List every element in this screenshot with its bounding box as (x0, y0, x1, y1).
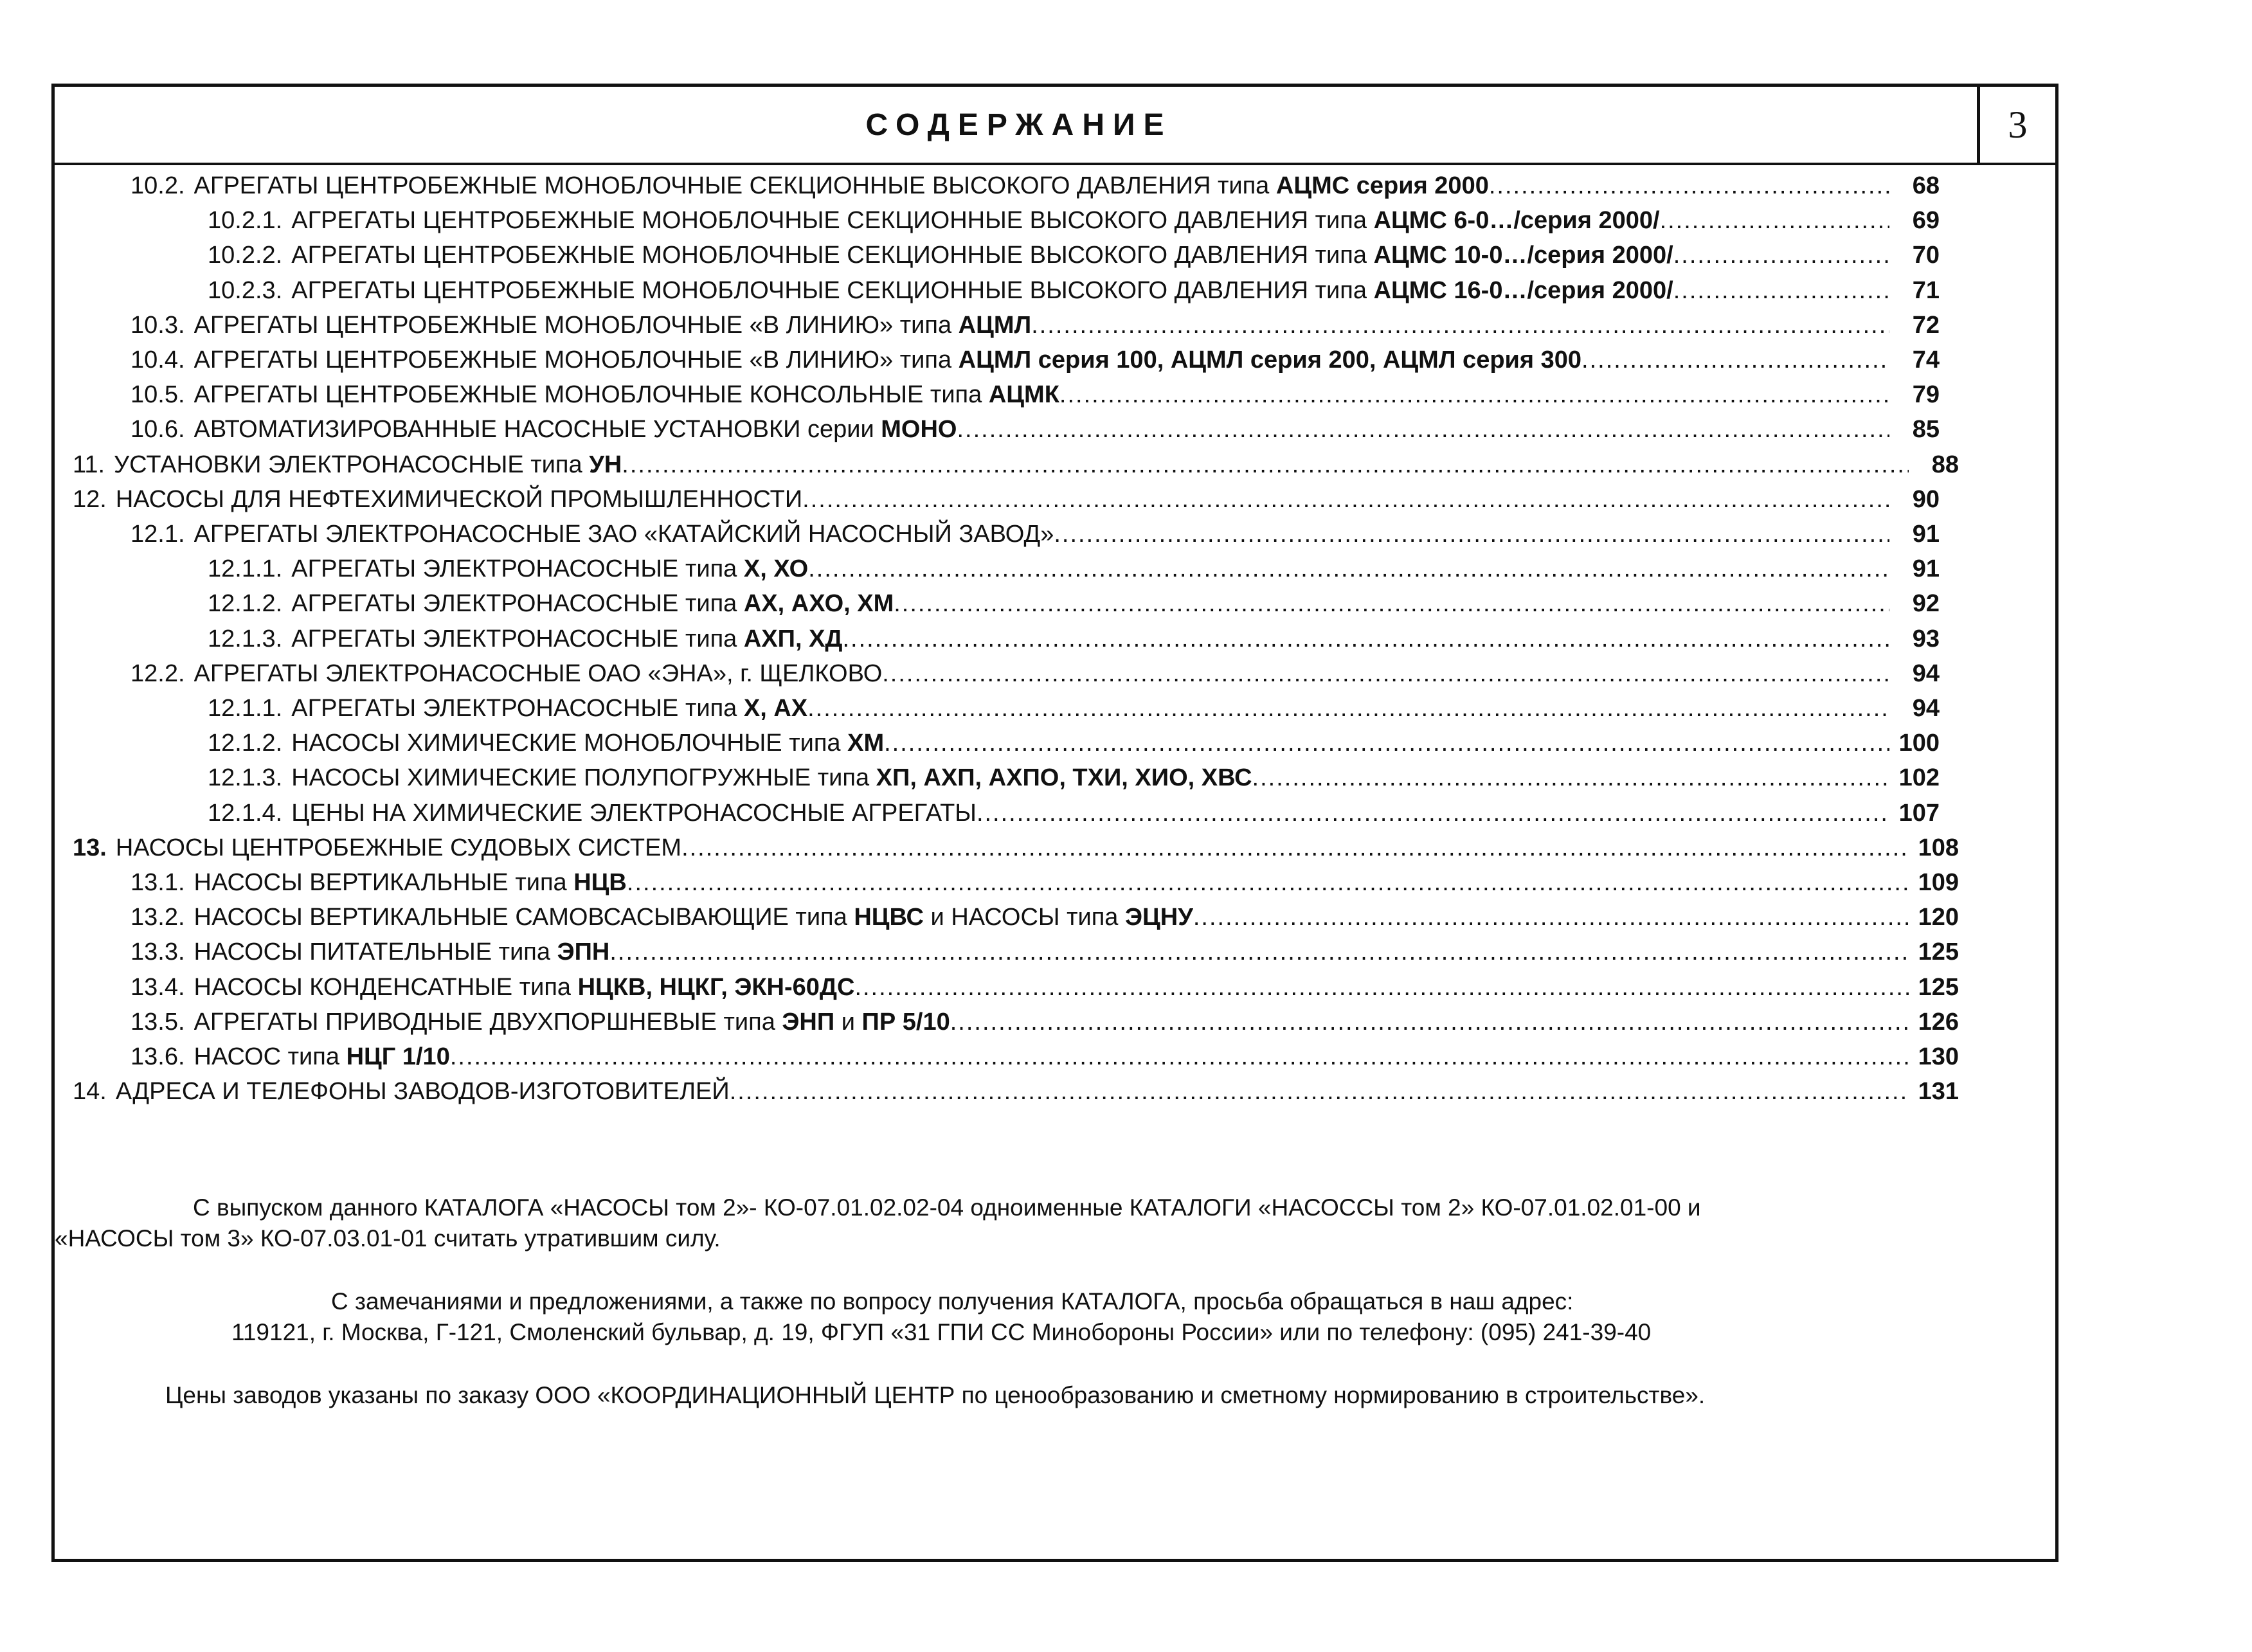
toc-entry-page: 120 (1918, 904, 1959, 931)
toc-leader-dots (1673, 238, 1889, 272)
toc-leader-dots (950, 1005, 1909, 1039)
toc-entry-type: АЦМС 6-0…/серия 2000/ (1373, 207, 1660, 235)
header-divider (55, 163, 2055, 165)
toc-leader-dots (854, 971, 1909, 1004)
toc-entry-page: 107 (1898, 799, 1940, 827)
toc-leader-dots (1059, 378, 1889, 411)
toc-entry-text: ЦЕНЫ НА ХИМИЧЕСКИЕ ЭЛЕКТРОНАСОСНЫЕ АГРЕГАТЫ (291, 799, 977, 827)
toc-entry-title (194, 517, 1054, 551)
toc-entry-text: АГРЕГАТЫ ЭЛЕКТРОНАСОСНЫЕ ЗАО «КАТАЙСКИЙ НАСОСНЫЙ ЗАВОД» (194, 521, 1054, 548)
toc-entry-number: 12.1.1. (208, 695, 283, 722)
toc-entry (131, 413, 1940, 446)
toc-entry-type: НЦВ (573, 869, 627, 896)
toc-entry-title (194, 657, 883, 690)
toc-entry-type: АЦМС 10-0…/серия 2000/ (1373, 242, 1673, 269)
toc-entry-number: 12. (73, 485, 107, 513)
toc-entry-page: 68 (1912, 172, 1940, 199)
toc-entry-page: 74 (1912, 346, 1940, 373)
toc-entry-page: 100 (1898, 730, 1940, 757)
toc-entry-type: Х, ХО (743, 555, 809, 583)
toc-entry-page: 131 (1918, 1078, 1959, 1106)
toc-entry-number: 12.1.1. (208, 555, 283, 583)
toc-entry-title (291, 796, 977, 830)
toc-leader-dots (730, 1075, 1909, 1108)
toc-entry-type: АЦМК (988, 381, 1059, 409)
toc-entry (208, 692, 1940, 725)
toc-entry-text: НАСОСЫ КОНДЕНСАТНЫЕ типа (194, 973, 578, 1001)
toc-entry-title (116, 483, 802, 516)
toc-entry-number: 10.2.3. (208, 276, 283, 304)
toc-entry-page: 88 (1931, 451, 1959, 478)
toc-entry-page: 92 (1912, 590, 1940, 618)
toc-entry (131, 901, 1959, 934)
toc-leader-dots (622, 448, 1909, 481)
toc-entry-text: и НАСОСЫ типа (923, 904, 1125, 931)
toc-entry (208, 622, 1940, 656)
toc-entry-text: НАСОСЫ ХИМИЧЕСКИЕ ПОЛУПОГРУЖНЫЕ типа (291, 764, 876, 792)
toc-leader-dots (843, 622, 1890, 656)
page-frame (51, 84, 2058, 1562)
toc-entry-page: 91 (1912, 555, 1940, 583)
toc-entry-page: 94 (1912, 660, 1940, 687)
toc-entry-type: ХМ (847, 730, 885, 757)
contact-note-line2: 119121, г. Москва, Г-121, Смоленский бульвар, д. 19, ФГУП «31 ГПИ СС Минобороны России» или по телефону: (095) 241-39-40 (231, 1319, 1652, 1345)
toc-entry-number: 13.3. (131, 938, 185, 966)
toc-entry-title (114, 448, 622, 481)
toc-leader-dots (807, 692, 1889, 725)
toc-entry (131, 309, 1940, 342)
toc-entry-title (194, 935, 610, 969)
toc-entry-title (291, 761, 1252, 795)
toc-entry-type: ЭНП (782, 1008, 835, 1036)
toc-entry (73, 483, 1940, 516)
prices-note: Цены заводов указаны по заказу ООО «КООРДИНАЦИОННЫЙ ЦЕНТР по ценообразованию и сметному нормированию в строительстве». (165, 1382, 1706, 1408)
toc-leader-dots (957, 413, 1890, 446)
toc-entry-title (194, 1040, 450, 1073)
toc-entry-type: НЦВС (854, 904, 924, 931)
toc-entry-page: 72 (1912, 311, 1940, 339)
toc-entry-title (194, 971, 855, 1004)
toc-leader-dots (681, 831, 1909, 865)
toc-entry-number: 10.6. (131, 416, 185, 444)
toc-entry-number: 10.2.2. (208, 242, 283, 269)
toc-entry (131, 935, 1959, 969)
toc-entry-page: 70 (1912, 242, 1940, 269)
toc-entry-number: 10.2.1. (208, 207, 283, 235)
toc-entry-text: АВТОМАТИЗИРОВАННЫЕ НАСОСНЫЕ УСТАНОВКИ серии (194, 416, 881, 444)
page-title: СОДЕРЖАНИЕ (865, 108, 1173, 142)
toc-entry (73, 1075, 1959, 1108)
toc-entry-title (291, 238, 1673, 272)
toc-entry-number: 10.4. (131, 346, 185, 373)
toc-entry-title (291, 726, 884, 760)
toc-leader-dots (627, 866, 1909, 899)
toc-entry-title (291, 552, 808, 586)
toc-entry (131, 169, 1940, 202)
toc-entry-text: АГРЕГАТЫ ЦЕНТРОБЕЖНЫЕ МОНОБЛОЧНЫЕ КОНСОЛЬНЫЕ типа (194, 381, 989, 409)
toc-entry-title (194, 169, 1489, 202)
toc-entry-title (291, 622, 842, 656)
toc-entry-number: 12.1. (131, 521, 185, 548)
toc-entry (208, 274, 1940, 307)
toc-entry-text: АГРЕГАТЫ ЦЕНТРОБЕЖНЫЕ МОНОБЛОЧНЫЕ «В ЛИНИЮ» типа (194, 346, 959, 373)
toc-entry-number: 12.1.2. (208, 730, 283, 757)
toc-entry-type: АЦМС серия 2000 (1275, 172, 1489, 199)
toc-entry-type: АХП, ХД (743, 625, 843, 652)
toc-entry (73, 831, 1959, 865)
toc-entry-number: 11. (73, 451, 105, 478)
toc-leader-dots (884, 726, 1889, 760)
toc-entry-title (291, 587, 894, 620)
toc-entry-text: АГРЕГАТЫ ЦЕНТРОБЕЖНЫЕ МОНОБЛОЧНЫЕ «В ЛИНИЮ» типа (194, 311, 959, 339)
toc-entry-number: 13.2. (131, 904, 185, 931)
toc-entry (131, 971, 1959, 1004)
toc-entry-type: ЭЦНУ (1124, 904, 1193, 931)
toc-entry-page: 102 (1898, 764, 1940, 792)
toc-entry-page: 85 (1912, 416, 1940, 444)
toc-entry-number: 10.5. (131, 381, 185, 409)
toc-entry-type: АЦМЛ серия 100, АЦМЛ серия 200, АЦМЛ серия 300 (958, 346, 1582, 373)
toc-entry (131, 866, 1959, 899)
toc-leader-dots (977, 796, 1889, 830)
toc-leader-dots (450, 1040, 1909, 1073)
toc-entry-title (194, 343, 1582, 377)
toc-entry (208, 726, 1940, 760)
toc-entry-page: 90 (1912, 485, 1940, 513)
toc-entry (208, 587, 1940, 620)
toc-entry-title (291, 204, 1659, 237)
toc-entry-text: УСТАНОВКИ ЭЛЕКТРОНАСОСНЫЕ типа (114, 451, 590, 478)
toc-entry-page: 126 (1918, 1008, 1959, 1036)
toc-entry-type: УН (589, 451, 622, 478)
toc-entry-page: 93 (1912, 625, 1940, 652)
toc-leader-dots (894, 587, 1889, 620)
toc-entry (208, 204, 1940, 237)
toc-entry-type: АЦМС 16-0…/серия 2000/ (1373, 276, 1673, 304)
toc-entry-page: 91 (1912, 521, 1940, 548)
toc-entry-page: 109 (1918, 869, 1959, 896)
toc-entry-type: Х, АХ (743, 695, 808, 722)
toc-entry-type: ЭПН (557, 938, 610, 966)
toc-entry-title (291, 274, 1673, 307)
toc-entry-title (194, 901, 1193, 934)
toc-entry-type: НЦГ 1/10 (346, 1043, 450, 1070)
toc-leader-dots (1673, 274, 1889, 307)
toc-entry-number: 10.3. (131, 311, 185, 339)
toc-leader-dots (1054, 517, 1889, 551)
toc-entry-title (116, 1075, 730, 1108)
toc-entry (73, 448, 1959, 481)
toc-entry-number: 13.5. (131, 1008, 185, 1036)
toc-entry-number: 13. (73, 834, 107, 861)
toc-entry-text: АГРЕГАТЫ ЭЛЕКТРОНАСОСНЫЕ типа (291, 590, 744, 618)
toc-entry (131, 1040, 1959, 1073)
toc-entry-text: НАСОСЫ ДЛЯ НЕФТЕХИМИЧЕСКОЙ ПРОМЫШЛЕННОСТИ (115, 485, 803, 513)
toc-entry (208, 796, 1940, 830)
toc-entry-page: 94 (1912, 695, 1940, 722)
toc-leader-dots (1660, 204, 1889, 237)
toc-entry-type: ХП, АХП, АХПО, ТХИ, ХИО, ХВС (876, 764, 1252, 792)
toc-entry-text: и (834, 1008, 862, 1036)
toc-entry-page: 108 (1918, 834, 1959, 861)
toc-entry-text: АГРЕГАТЫ ЭЛЕКТРОНАСОСНЫЕ типа (291, 555, 744, 583)
toc-leader-dots (882, 657, 1889, 690)
toc-entry (131, 378, 1940, 411)
toc-entry-number: 13.1. (131, 869, 185, 896)
toc-entry-number: 12.1.3. (208, 625, 283, 652)
toc-entry-text: АГРЕГАТЫ ЦЕНТРОБЕЖНЫЕ МОНОБЛОЧНЫЕ СЕКЦИОННЫЕ ВЫСОКОГО ДАВЛЕНИЯ типа (291, 276, 1374, 304)
toc-entry-text: АГРЕГАТЫ ЦЕНТРОБЕЖНЫЕ МОНОБЛОЧНЫЕ СЕКЦИОННЫЕ ВЫСОКОГО ДАВЛЕНИЯ типа (291, 207, 1374, 235)
toc-entry-text: АГРЕГАТЫ ЭЛЕКТРОНАСОСНЫЕ типа (291, 695, 744, 722)
toc-entry-text: АГРЕГАТЫ ЦЕНТРОБЕЖНЫЕ МОНОБЛОЧНЫЕ СЕКЦИОННЫЕ ВЫСОКОГО ДАВЛЕНИЯ типа (291, 242, 1374, 269)
toc-leader-dots (609, 935, 1909, 969)
toc-entry-title (291, 692, 807, 725)
toc-entry-type: МОНО (881, 416, 957, 444)
toc-entry-type: ПР 5/10 (861, 1008, 950, 1036)
toc-entry-title (194, 413, 957, 446)
toc-entry (131, 343, 1940, 377)
toc-entry-text: НАСОС типа (194, 1043, 347, 1070)
toc-entry-text: АГРЕГАТЫ ЭЛЕКТРОНАСОСНЫЕ типа (291, 625, 744, 652)
toc-entry (131, 657, 1940, 690)
toc-entry-page: 71 (1912, 276, 1940, 304)
toc-leader-dots (1489, 169, 1889, 202)
toc-entry-type: АЦМЛ (958, 311, 1032, 339)
toc-entry-page: 69 (1912, 207, 1940, 235)
toc-entry-number: 12.1.3. (208, 764, 283, 792)
toc-leader-dots (1031, 309, 1889, 342)
toc-entry-number: 12.1.2. (208, 590, 283, 618)
toc-entry-text: АГРЕГАТЫ ПРИВОДНЫЕ ДВУХПОРШНЕВЫЕ типа (194, 1008, 782, 1036)
toc-entry-number: 13.6. (131, 1043, 185, 1070)
toc-entry-title (194, 378, 1059, 411)
toc-leader-dots (1193, 901, 1909, 934)
contact-note-line1: С замечаниями и предложениями, а также по вопросу получения КАТАЛОГА, просьба обращаться в наш адрес: (331, 1288, 1574, 1315)
toc-entry-number: 14. (73, 1078, 107, 1106)
toc-entry-type: АХ, АХО, ХМ (743, 590, 894, 618)
toc-leader-dots (802, 483, 1889, 516)
toc-entry-page: 79 (1912, 381, 1940, 409)
toc-entry-page: 125 (1918, 973, 1959, 1001)
toc-entry (131, 517, 1940, 551)
toc-entry (131, 1005, 1959, 1039)
toc-entry-number: 13.4. (131, 973, 185, 1001)
toc-entry-page: 125 (1918, 938, 1959, 966)
toc-entry-text: НАСОСЫ ПИТАТЕЛЬНЫЕ типа (194, 938, 557, 966)
toc-leader-dots (808, 552, 1889, 586)
toc-entry-text: АГРЕГАТЫ ЦЕНТРОБЕЖНЫЕ МОНОБЛОЧНЫЕ СЕКЦИОННЫЕ ВЫСОКОГО ДАВЛЕНИЯ типа (194, 172, 1276, 199)
toc-entry-number: 12.1.4. (208, 799, 283, 827)
toc-entry-text: АДРЕСА И ТЕЛЕФОНЫ ЗАВОДОВ-ИЗГОТОВИТЕЛЕЙ (115, 1078, 730, 1106)
toc-entry (208, 552, 1940, 586)
toc-entry-title (194, 309, 1032, 342)
toc-entry-title (116, 831, 681, 865)
toc-entry-number: 12.2. (131, 660, 185, 687)
page-number: 3 (1977, 87, 2055, 163)
toc-entry-title (194, 1005, 950, 1039)
release-note-line1: С выпуском данного КАТАЛОГА «НАСОСЫ том 2»- КО-07.01.02.02-04 одноименные КАТАЛОГИ «НАСОССЫ том 2» КО-07.01.02.01-00 и (193, 1194, 1701, 1221)
toc-entry-text: НАСОСЫ ЦЕНТРОБЕЖНЫЕ СУДОВЫХ СИСТЕМ (115, 834, 682, 861)
toc-entry (208, 761, 1940, 795)
toc-entry-text: АГРЕГАТЫ ЭЛЕКТРОНАСОСНЫЕ ОАО «ЭНА», г. ЩЕЛКОВО (194, 660, 883, 687)
toc-entry-title (194, 866, 627, 899)
toc-leader-dots (1252, 761, 1889, 795)
toc-entry-page: 130 (1918, 1043, 1959, 1070)
toc-entry-text: НАСОСЫ ВЕРТИКАЛЬНЫЕ САМОВСАСЫВАЮЩИЕ типа (194, 904, 854, 931)
toc-entry (208, 238, 1940, 272)
toc-leader-dots (1581, 343, 1889, 377)
toc-entry-number: 10.2. (131, 172, 185, 199)
toc-entry-text: НАСОСЫ ВЕРТИКАЛЬНЫЕ типа (194, 869, 574, 896)
toc-entry-text: НАСОСЫ ХИМИЧЕСКИЕ МОНОБЛОЧНЫЕ типа (291, 730, 848, 757)
release-note-line2: «НАСОСЫ том 3» КО-07.03.01-01 считать утратившим силу. (55, 1225, 721, 1252)
toc-entry-type: НЦКВ, НЦКГ, ЭКН-60ДС (577, 973, 855, 1001)
